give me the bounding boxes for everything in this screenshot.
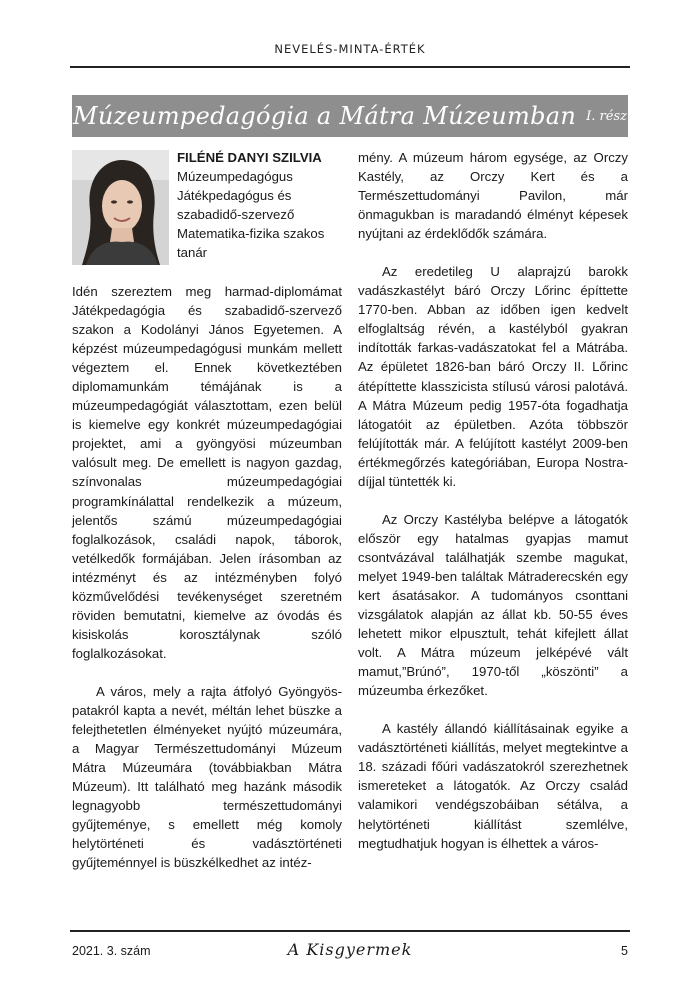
footer-divider <box>70 930 630 932</box>
author-role: Matematika-fizika szakos <box>177 226 325 241</box>
author-role: szabadidő-szervező <box>177 207 295 222</box>
author-role: tanár <box>177 245 208 260</box>
body-paragraph: A város, mely a rajta átfolyó Gyöngyös-patakról kapta a nevét, méltán lehet büszke a felejthetetlen élményeket nyújtó múzeumára, a Magyar Természettudományi Múzeum Mátra Múzeumára (továbbiakban Mátra Múzeum). Itt található meg hazánk második legnagyobb természettudományi gyűjteménye, s emellett még komoly helytörténeti és vadásztörténeti gyűjteménnyel is büszkélkedhet az intéz- <box>72 683 342 871</box>
article-part: I. rész <box>586 108 627 124</box>
body-paragraph: A kastély állandó kiállításainak egyike a vadásztörténeti kiállítás, melyet megtekintve a 18. századi főúri vadászatokról szerezhetnek ismereteket a látogatók. Az Orczy család valamikori vendégszobáiban sétálva, a helytörténeti kiállítást szemlélve, megtudhatjuk hogyan is élhettek a város- <box>358 721 628 851</box>
article-title-bar <box>72 95 628 137</box>
body-paragraph: Az Orczy Kastélyba belépve a látogatók először egy hatalmas gyapjas mamut csontvázával találhatják szembe magukat, melyet 1949-ben találtak Mátraderecskén egy kert ásatásakor. A tudományos csonttani vizsgálatok alapján az állat kb. 50-55 éves lehetett mikor elpusztult, tehát kifejlett állat volt. A Mátra múzeum jelképévé vált mamut,”Brúnó”, 1970-től „köszönti” a múzeumba érkezőket. <box>358 511 628 699</box>
magazine-title: A Kisgyermek <box>287 940 413 959</box>
author-info <box>177 148 342 262</box>
article-title: Múzeumpedagógia a Mátra Múzeumban <box>73 102 577 130</box>
body-paragraph: mény. A múzeum három egysége, az Orczy Kastély, az Orczy Kert és a Természettudományi Pavilon, már önmagukban is maradandó élményt képesek nyújtani az érdeklődők számára. <box>358 150 628 242</box>
author-role: Múzeumpedagógus <box>177 169 293 184</box>
author-block <box>72 148 342 266</box>
author-role: Játékpedagógus és <box>177 188 292 203</box>
right-column <box>358 148 628 853</box>
left-column <box>72 282 342 872</box>
body-paragraph: Az eredetileg U alaprajzú barokk vadászkastélyt báró Orczy Lőrinc építtette 1770-ben. Abban az időben igen kedvelt elfoglaltság révén, a kastélyból gyakran indították farkas-vadászatokat fel a Mátrába. Az épületet 1826-ban báró Orczy II. Lőrinc átépíttette klasszicista stílusú városi palotává. A Mátra Múzeum pedig 1957-óta fogadhatja látogatóit az épületben. Azóta többször felújították már. A felújított kastélyt 2009-ben értékmegőrzés kategóriában, Europa Nostra-díjjal tüntették ki. <box>358 264 628 489</box>
author-name: FILÉNÉ DANYI SZILVIA <box>177 150 322 165</box>
body-paragraph: Idén szereztem meg harmad-diplomámat Játékpedagógia és szabadidő-szervező szakon a Kodolányi János Egyetemen. A képzést múzeumpedagógusi munkám mellett végeztem el. Ennek következtében diplomamunkám témájának is a múzeumpedagógiát választottam, ezen belül is kiemelve egy konkrét múzeumpedagógiai projektet, ami a gyöngyösi múzeumban valósult meg. De emellett is nagyon gazdag, színvonalas múzeumpedagógiai programkínálattal rendelkezik a múzeum, jelentős számú múzeumpedagógiai foglalkozások, családi napok, táborok, vetélkedők formájában. Jelen írásomban az intézményt és az intézményben folyó közművelődési tevékenységet szeretném röviden bemutatni, kiemelve az óvodás és kisiskolás korosztálynak szóló foglalkozásokat. <box>72 284 342 661</box>
issue-label: 2021. 3. szám <box>72 944 151 958</box>
page-number: 5 <box>621 944 628 958</box>
author-photo <box>72 150 169 265</box>
author-portrait-image <box>72 150 169 265</box>
header-divider <box>70 66 630 68</box>
section-header: NEVELÉS-MINTA-ÉRTÉK <box>274 42 426 56</box>
